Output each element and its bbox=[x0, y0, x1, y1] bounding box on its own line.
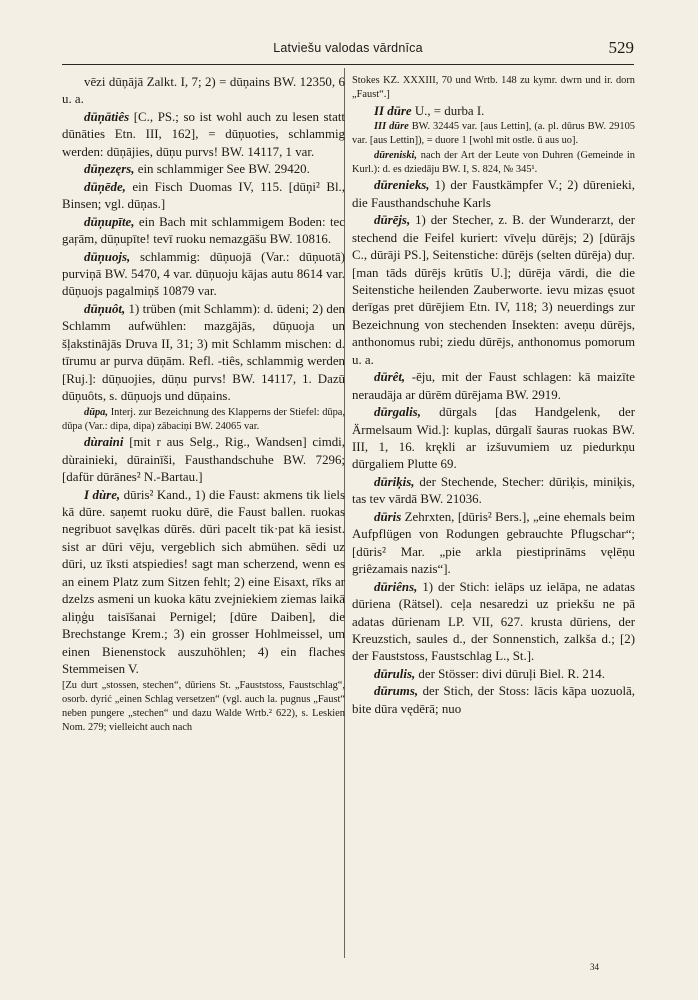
entry-text: ein Fisch Duomas IV, 115. [dūņi² Bl., Binsen; vgl. dūņas.] bbox=[62, 179, 345, 212]
entry-text: 1) der Stecher, z. B. der Wunderarzt, der stechend die Feifel kuriert: vīveļu dūrējs; 2) [dūrājs C., dūrāji PS.], Seitenstiche: dūrējs (selten dūrēja) duŗ. [man tāds dūrējs krūtīs U.]; dūrēja vārdi, die die Seitenstiche heilenden Zauberworte. ievu mizas ęsuot derīgas pret dūrējiem Etn. IV, 118; 3) neuerdings zur Bezeichnung von stechenden Insekten: aveņu dūrējs, anthonomus rubi; ziedu dūrējs, anthonomus pomorum u. a. bbox=[352, 213, 635, 367]
dictionary-entry bbox=[352, 683, 635, 718]
dictionary-entry bbox=[62, 487, 345, 679]
dictionary-entry bbox=[62, 301, 345, 406]
entry-text: Zehrxten, [dūris² Bers.], „eine ehemals beim Aufpflügen von Rodungen gebrauchte Pflugschar“; [dūris² Mar. „pie arkla piestiprināms vęlēņu griêzamais nazis“]. bbox=[352, 509, 635, 577]
dictionary-entry bbox=[352, 579, 635, 666]
dictionary-entry bbox=[62, 249, 345, 301]
entry-text: dūris² Kand., 1) die Faust: akmens tik liels kā dūre. saņemt ruoku dūrē, die Faust ballen. ruokas negribuot savęlkas dūrēs. dūri pacelt tik·pat kā iesist. sist ar dūri vēju, vergeblich sich abmühen. sēdi uz dūri, uz īksti atspiedies! sagt man scherzend, wenn es an einem Platz zum Sitzen fehlt; 2) eine Eisaxt, rīks ar dzelzs asmeni un kuoka kātu zvejniekiem ziemas laikā aliņģu taisīšanai Pernigel; [dūre Daiben], die Brechstange Krem.; 3) ein grosser Hohlmeissel, um einen Bienenstock auszuhöhlen; 4) ein flaches Stemmeisen V. bbox=[62, 487, 345, 677]
dictionary-entry bbox=[352, 474, 635, 509]
entry-headword: dūrējs, bbox=[374, 213, 411, 228]
entry-text: 1) trüben (mit Schlamm): d. ūdeni; 2) den Schlamm aufwühlen: mazgājās, dūņuoja un šļakstinājās Druva II, 31; 3) mit Schlamm mischen: d. tīrumu ar purva dūņām. Refl. -tiês, schlammig werden [Ruj.]: dūņuojies, dūņu purvs! BW. 14117, 1. Dazū dūņuôts, s. dūņuojs und dūņains. bbox=[62, 301, 345, 404]
entry-headword: dūņezęrs, bbox=[84, 162, 135, 177]
entry-text: dūrgals [das Handgelenk, der Ärmelsaum Wid.]: kuplas, dūrgalī šauras ruokas BW. III, 1, 16. krękli ar izšuvumiem uz piedurkņu dūrgaliem Plutte 69. bbox=[352, 405, 635, 472]
entry-text: [Zu durt „stossen, stechen“, dūriens St. „Fauststoss, Faustschlag“, osorb. dyrić „einen Schlag versetzen“ (vgl. auch la. pugnus „Faust“ neben pungere „stechen“ und dazu Walde Wrtb.² 622), s. Leskien Nom. 279; vielleicht auch nach bbox=[62, 679, 345, 734]
dictionary-entry bbox=[352, 404, 635, 474]
dictionary-entry bbox=[352, 149, 635, 178]
dictionary-entry bbox=[352, 212, 635, 369]
dictionary-entry bbox=[352, 103, 635, 120]
dictionary-entry bbox=[62, 74, 345, 109]
entry-text: [mit r aus Selg., Rig., Wandsen] cimdi, dùrainieki, dūrainīši, Fausthandschuhe BW. 7296; [dafür dūrānes² N.-Bartau.] bbox=[62, 435, 345, 485]
entry-headword: II dūre bbox=[374, 103, 412, 118]
dictionary-entry bbox=[62, 406, 345, 435]
entry-text: Stokes KZ. XXXIII, 70 und Wrtb. 148 zu kymr. dwrn und ir. dorn „Faust“.] bbox=[352, 75, 635, 101]
entry-headword: dūrums, bbox=[374, 684, 419, 699]
entry-text: 1) der Stich: ielāps uz ielāpa, ne adatas dūriena (Rätsel). ceļa nesaredzi uz priekšu ne pā adatas dūrienam LP. VII, 627. krusta dūriens, der Kreuzstich, saules d., der Sonnenstich, zalkša d.; [2) der Fauststoss, Faustschlag L., St.]. bbox=[352, 579, 635, 664]
entry-text: der Stösser: divi dūruļi Biel. R. 214. bbox=[415, 666, 605, 681]
left-column bbox=[62, 74, 345, 736]
dictionary-entry bbox=[352, 666, 635, 683]
entry-text: ein schlammiger See BW. 29420. bbox=[134, 162, 310, 177]
page-number: 529 bbox=[608, 38, 634, 57]
entry-headword: dūrgalis, bbox=[374, 405, 421, 420]
signature-mark: 34 bbox=[590, 962, 599, 972]
entry-headword: I dùre, bbox=[84, 487, 121, 502]
entry-headword: dūreniski, bbox=[374, 149, 418, 161]
entry-text: U., = durba I. bbox=[411, 103, 485, 118]
entry-text: ein Bach mit schlammigem Boden: tec gaŗām, dūņupīte! tevī ruoku nemazgāšu BW. 10816. bbox=[62, 214, 345, 247]
dictionary-entry bbox=[62, 214, 345, 249]
dictionary-entry bbox=[352, 177, 635, 212]
entry-text: der Stechende, Stecher: dūriķis, miniķis, tas tev vārdā BW. 21036. bbox=[352, 474, 635, 507]
entry-headword: dūpa, bbox=[84, 406, 108, 418]
dictionary-entry bbox=[62, 434, 345, 486]
entry-headword: dūriêns, bbox=[374, 579, 418, 594]
entry-headword: dūris bbox=[374, 509, 402, 524]
entry-headword: dūņuojs, bbox=[84, 249, 131, 264]
dictionary-entry bbox=[352, 74, 635, 103]
entry-headword: dūņuôt, bbox=[84, 301, 126, 316]
entry-text: schlammig: dūņuojā (Var.: dūņuotā) purviņā BW. 5470, 4 var. dūņuoju kājas autu 8614 var. dūņuojs pagalmiņš 10879 var. bbox=[62, 249, 345, 299]
entry-headword: dùraini bbox=[84, 435, 124, 450]
entry-headword: III dūre bbox=[374, 121, 409, 133]
entry-text: der Stich, der Stoss: lācis kāpa uozuolā, bite dūra vędērā; nuo bbox=[352, 684, 635, 716]
entry-text: [C., PS.; so ist wohl auch zu lesen statt dūnāties Etn. III, 162], = dūņuoties, schlammig werden: dūņājies, dūņu purvs! BW. 14117, 1 var. bbox=[62, 109, 345, 159]
header-rule bbox=[62, 64, 634, 65]
dictionary-entry bbox=[62, 179, 345, 214]
running-head: Latviešu valodas vārdnīca bbox=[273, 41, 423, 55]
entry-headword: dūrêt, bbox=[374, 370, 406, 385]
entry-text: nach der Art der Leute von Duhren (Gemeinde in Kurl.): d. es dziedāju BW. I, S. 824, № 345¹. bbox=[352, 149, 635, 175]
entry-headword: dūņupīte, bbox=[84, 214, 135, 229]
entry-headword: dūrulis, bbox=[374, 666, 416, 681]
entry-text: 1) der Faustkämpfer V.; 2) dūrenieki, die Fausthandschuhe Karls bbox=[352, 178, 635, 210]
entry-headword: dūrenieks, bbox=[374, 178, 430, 193]
entry-text: vēzi dūņājā Zalkt. I, 7; 2) = dūņains BW. 12350, 6 u. a. bbox=[62, 75, 345, 107]
entry-headword: dūņātiês bbox=[84, 109, 130, 124]
dictionary-entry bbox=[352, 120, 635, 149]
dictionary-entry bbox=[352, 369, 635, 404]
entry-headword: dūriķis, bbox=[374, 474, 415, 489]
entry-text: BW. 32445 var. [aus Lettin], (a. pl. dūrus BW. 29105 var. [aus Lettin]), = duore 1 [wohl mit ostle. ū aus uo]. bbox=[352, 121, 636, 147]
page-header bbox=[62, 38, 634, 62]
entry-headword: dūņēde, bbox=[84, 179, 126, 194]
entry-text: Interj. zur Bezeichnung des Klapperns der Stiefel: dūpa, dūpa (Var.: dipa, dipa) zābaciņi BW. 24065 var. bbox=[62, 406, 345, 432]
dictionary-entry bbox=[62, 109, 345, 161]
dictionary-entry bbox=[62, 161, 345, 178]
dictionary-entry bbox=[352, 509, 635, 579]
dictionary-entry bbox=[62, 679, 345, 736]
right-column bbox=[352, 74, 635, 718]
entry-text: -ēju, mit der Faust schlagen: kā maizīte neraudāja ar dūrēm dūrējama BW. 2919. bbox=[352, 370, 635, 402]
